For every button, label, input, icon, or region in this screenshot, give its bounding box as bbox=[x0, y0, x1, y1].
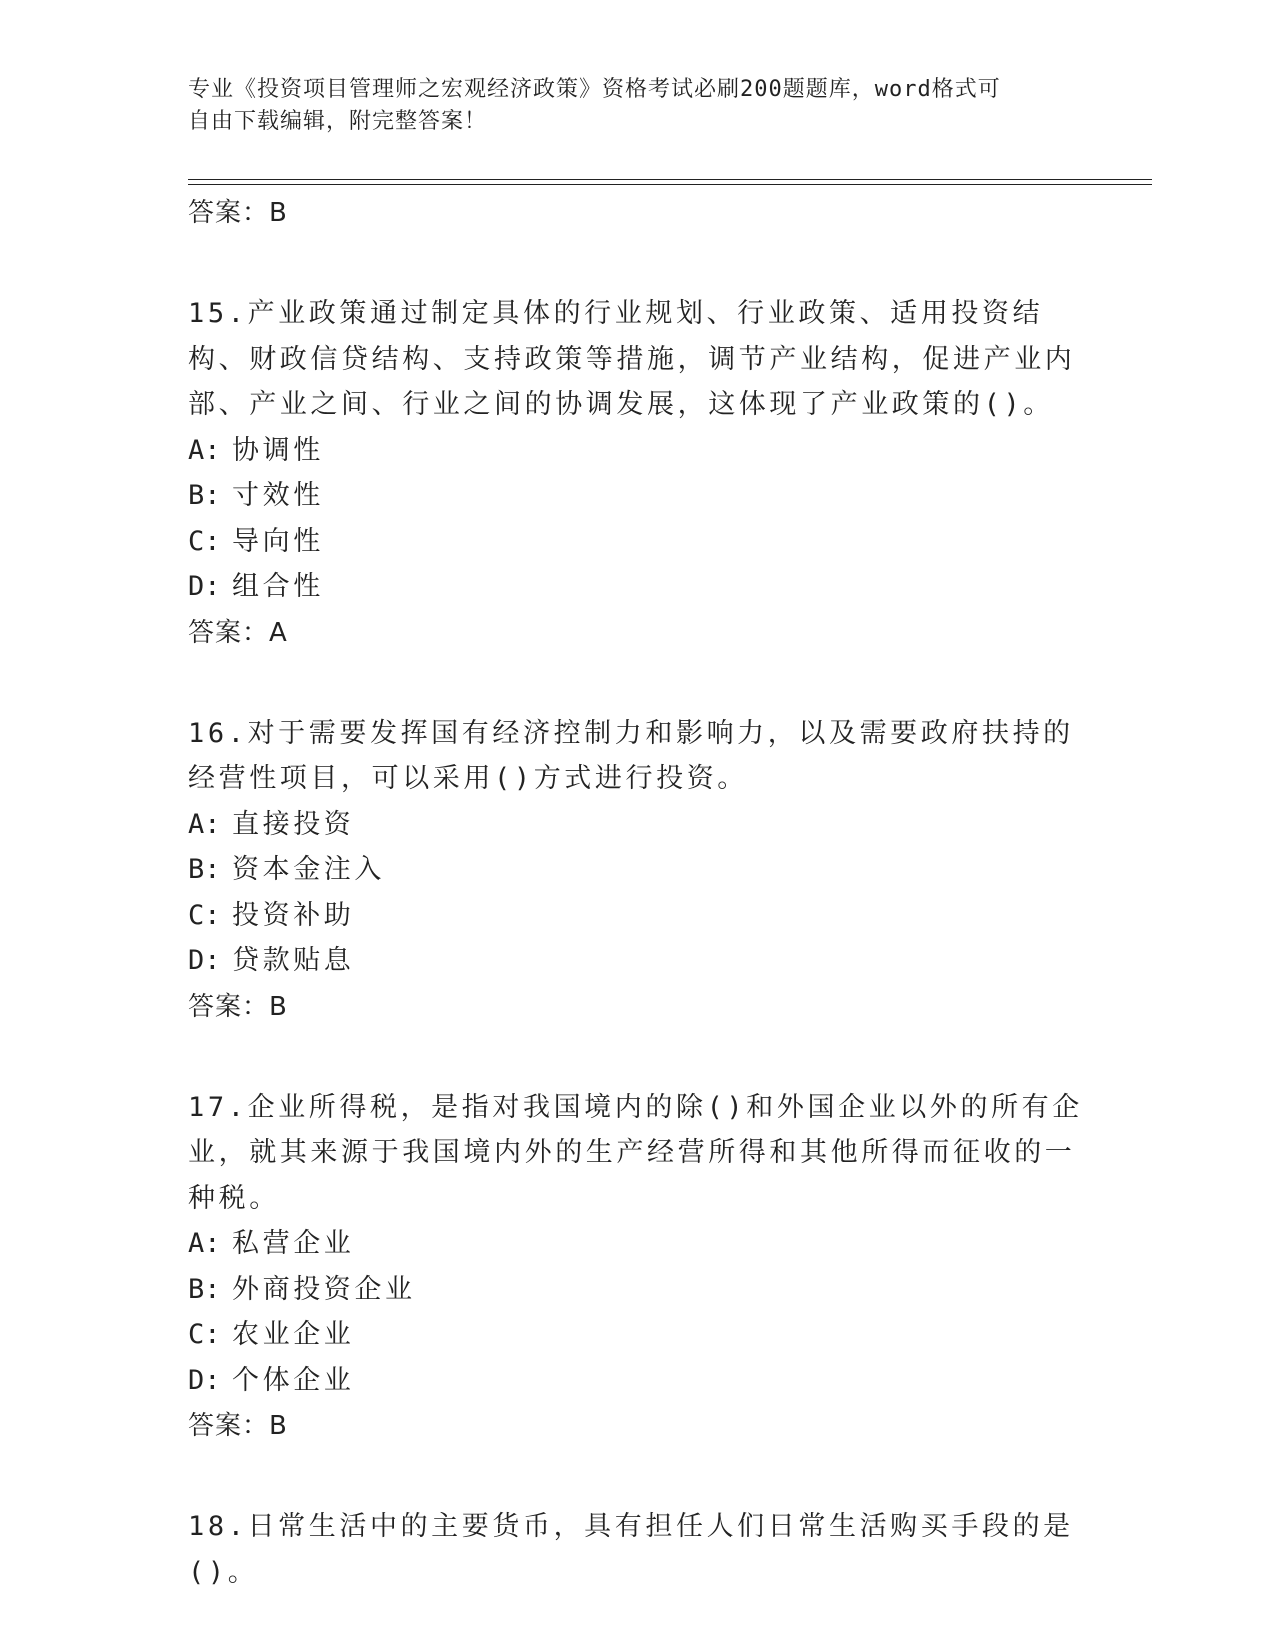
question-block bbox=[188, 291, 1088, 656]
option-text: 投资补助 bbox=[232, 899, 355, 931]
option-text: 导向性 bbox=[232, 525, 324, 557]
option-text: 直接投资 bbox=[232, 808, 355, 840]
question-answer: 答案：A bbox=[188, 617, 288, 648]
option-label: B: bbox=[188, 854, 221, 885]
question-stem: 16.对于需要发挥国有经济控制力和影响力，以及需要政府扶持的经营性项目，可以采用()方式进行投资。 bbox=[188, 717, 1074, 794]
option-d bbox=[188, 1358, 1088, 1404]
option-text: 个体企业 bbox=[232, 1364, 355, 1396]
option-label: B: bbox=[188, 480, 221, 511]
question-stem: 17.企业所得税，是指对我国境内的除()和外国企业以外的所有企业，就其来源于我国境内外的生产经营所得和其他所得而征收的一种税。 bbox=[188, 1091, 1083, 1214]
option-b bbox=[188, 473, 1088, 519]
question-answer: 答案：B bbox=[188, 991, 288, 1022]
header-divider-top bbox=[188, 179, 1152, 180]
question-list bbox=[188, 190, 1088, 1595]
spacer bbox=[188, 1449, 1088, 1504]
option-label: D: bbox=[188, 945, 221, 976]
question-block bbox=[188, 1085, 1088, 1450]
option-text: 外商投资企业 bbox=[232, 1273, 416, 1305]
option-b bbox=[188, 847, 1088, 893]
question-stem: 18.日常生活中的主要货币，具有担任人们日常生活购买手段的是()。 bbox=[188, 1511, 1074, 1588]
option-text: 寸效性 bbox=[232, 480, 324, 511]
option-label: B: bbox=[188, 1273, 221, 1305]
option-label: A: bbox=[188, 808, 221, 840]
question-block bbox=[188, 711, 1088, 1030]
option-text: 农业企业 bbox=[232, 1319, 355, 1350]
header-line-2: 自由下载编辑，附完整答案！ bbox=[188, 109, 488, 134]
option-text: 组合性 bbox=[232, 571, 324, 602]
option-label: A: bbox=[188, 434, 221, 466]
option-c bbox=[188, 519, 1088, 565]
question-stem: 15.产业政策通过制定具体的行业规划、行业政策、适用投资结构、财政信贷结构、支持政策等措施，调节产业结构，促进产业内部、产业之间、行业之间的协调发展，这体现了产业政策的()。 bbox=[188, 298, 1076, 420]
option-d bbox=[188, 564, 1088, 610]
option-label: C: bbox=[188, 525, 221, 557]
document-header bbox=[188, 74, 1088, 138]
option-text: 贷款贴息 bbox=[232, 945, 355, 976]
option-c bbox=[188, 893, 1088, 939]
option-label: A: bbox=[188, 1228, 221, 1259]
question-answer: 答案：B bbox=[188, 1411, 288, 1441]
option-label: C: bbox=[188, 899, 221, 931]
option-label: C: bbox=[188, 1319, 221, 1350]
option-text: 协调性 bbox=[232, 434, 324, 466]
option-text: 资本金注入 bbox=[232, 854, 385, 885]
spacer bbox=[188, 236, 1088, 291]
spacer bbox=[188, 1030, 1088, 1085]
option-a bbox=[188, 1221, 1088, 1267]
option-label: D: bbox=[188, 571, 221, 602]
option-a bbox=[188, 802, 1088, 848]
option-d bbox=[188, 938, 1088, 984]
question-block bbox=[188, 1504, 1088, 1595]
spacer bbox=[188, 656, 1088, 711]
previous-answer: 答案：B bbox=[188, 198, 288, 228]
option-b bbox=[188, 1267, 1088, 1313]
option-a bbox=[188, 428, 1088, 474]
option-c bbox=[188, 1312, 1088, 1358]
header-line-1: 专业《投资项目管理师之宏观经济政策》资格考试必刷200题题库，word格式可 bbox=[188, 77, 1001, 102]
option-text: 私营企业 bbox=[232, 1228, 355, 1259]
option-label: D: bbox=[188, 1364, 221, 1396]
header-divider-bottom bbox=[188, 184, 1152, 185]
